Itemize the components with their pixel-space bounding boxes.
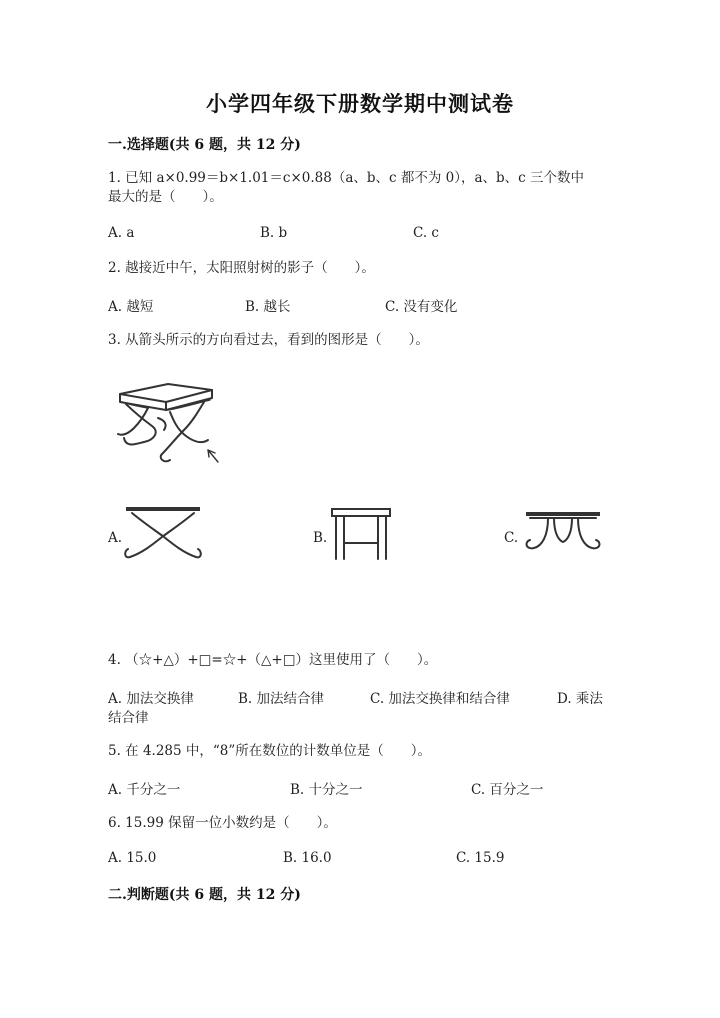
question-2-option-c: C. 没有变化 (385, 299, 458, 315)
question-1-text-cont: 最大的是（ ）。 (108, 189, 223, 205)
question-5-option-b: B. 十分之一 (290, 782, 363, 798)
question-6-option-c: C. 15.9 (456, 850, 505, 866)
question-4-option-d-cont: 结合律 (108, 710, 149, 726)
question-2-option-b: B. 越长 (245, 299, 291, 315)
question-4-text: 4. （☆+△）+□=☆+（△+□）这里使用了（ ）。 (108, 652, 438, 668)
question-6-option-a: A. 15.0 (108, 850, 157, 866)
stool-figure (108, 378, 228, 468)
section-heading-choice: 一.选择题(共 6 题，共 12 分) (108, 137, 301, 153)
question-1-text: 1. 已知 a×0.99＝b×1.01＝c×0.88（a、b、c 都不为 0），a、b、c 三个数中 (108, 170, 585, 186)
question-4-option-a: A. 加法交换律 (108, 691, 194, 707)
question-6-text: 6. 15.99 保留一位小数约是（ ）。 (108, 815, 337, 831)
option-c-curled-legs-figure (522, 510, 604, 560)
question-3-option-b: B. (313, 530, 328, 546)
question-3-option-a: A. (108, 530, 123, 546)
question-6-option-b: B. 16.0 (283, 850, 332, 866)
question-5-option-c: C. 百分之一 (471, 782, 544, 798)
question-4-option-d: D. 乘法 (557, 691, 603, 707)
question-3-text: 3. 从箭头所示的方向看过去，看到的图形是（ ）。 (108, 332, 429, 348)
question-4-option-c: C. 加法交换律和结合律 (370, 691, 510, 707)
question-1-option-a: A. a (108, 225, 135, 241)
page-title: 小学四年级下册数学期中测试卷 (206, 91, 514, 116)
question-3-option-c: C. (504, 530, 519, 546)
question-1-option-b: B. b (260, 225, 288, 241)
question-2-text: 2. 越接近中午，太阳照射树的影子（ ）。 (108, 260, 375, 276)
question-5-option-a: A. 千分之一 (108, 782, 181, 798)
option-b-table-front-figure (330, 507, 392, 563)
question-4-option-b: B. 加法结合律 (238, 691, 325, 707)
option-a-x-shape-figure (120, 505, 206, 563)
section-heading-judgement: 二.判断题(共 6 题，共 12 分) (108, 887, 301, 903)
question-5-text: 5. 在 4.285 中，“8”所在数位的计数单位是（ ）。 (108, 743, 432, 759)
question-1-option-c: C. c (413, 225, 439, 241)
question-2-option-a: A. 越短 (108, 299, 154, 315)
